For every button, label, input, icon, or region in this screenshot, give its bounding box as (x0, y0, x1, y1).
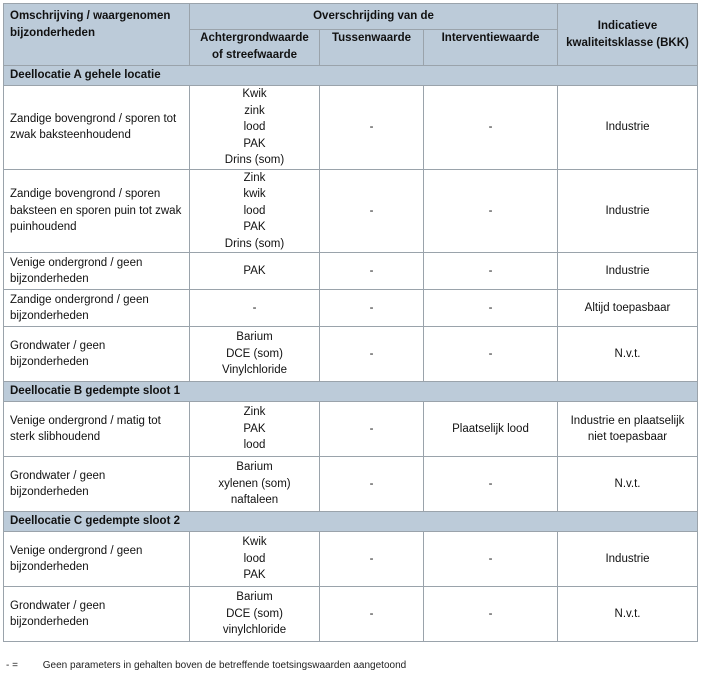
cell-tussenwaarde: - (320, 253, 424, 290)
parameter-item: Drins (som) (224, 154, 285, 166)
cell-interventiewaarde: - (424, 587, 558, 642)
header-description: Omschrijving / waargenomen bijzonderheden (4, 4, 190, 66)
cell-description: Grondwater / geen bijzonderheden (4, 327, 190, 382)
header-bkk: Indicatieve kwaliteitsklasse (BKK) (558, 4, 698, 66)
parameter-item: PAK (243, 422, 266, 435)
table-row (4, 327, 698, 382)
cell-bkk: Industrie en plaatselijk niet toepasbaar (558, 402, 698, 457)
table-header (4, 4, 698, 66)
cell-interventiewaarde: - (424, 532, 558, 587)
cell-achtergrondwaarde (190, 532, 320, 587)
cell-interventiewaarde: - (424, 327, 558, 382)
section-title: Deellocatie A gehele locatie (4, 66, 698, 86)
cell-tussenwaarde: - (320, 402, 424, 457)
parameter-item: Barium (236, 461, 273, 474)
footnote (6, 660, 406, 671)
cell-description: Grondwater / geen bijzonderheden (4, 587, 190, 642)
cell-description: Venige ondergrond / geen bijzonderheden (4, 253, 190, 290)
parameter-item: Kwik (242, 536, 267, 549)
parameter-item: Vinylchloride (222, 364, 287, 377)
table-body (4, 66, 698, 642)
parameter-item: Drins (som) (224, 237, 285, 250)
cell-tussenwaarde: - (320, 532, 424, 587)
footnote-symbol: - = (6, 660, 18, 671)
cell-achtergrondwaarde (190, 169, 320, 253)
table-row (4, 253, 698, 290)
cell-tussenwaarde: - (320, 457, 424, 512)
section-title: Deellocatie B gedempte sloot 1 (4, 382, 698, 402)
cell-bkk: Industrie (558, 169, 698, 253)
parameter-item: naftaleen (230, 494, 279, 507)
table-row (4, 587, 698, 642)
section-row (4, 382, 698, 402)
cell-achtergrondwaarde (190, 402, 320, 457)
parameter-item: zink (244, 104, 265, 117)
section-title: Deellocatie C gedempte sloot 2 (4, 512, 698, 532)
cell-tussenwaarde: - (320, 327, 424, 382)
parameter-item: DCE (som) (226, 347, 283, 360)
cell-bkk: N.v.t. (558, 587, 698, 642)
header-tussenwaarde: Tussenwaarde (320, 30, 424, 66)
parameter-item: kwik (243, 188, 266, 200)
table-row (4, 86, 698, 170)
cell-achtergrondwaarde (190, 457, 320, 512)
table-row (4, 290, 698, 327)
section-row (4, 66, 698, 86)
parameter-item: PAK (243, 569, 266, 582)
cell-achtergrondwaarde (190, 290, 320, 327)
table-row (4, 169, 698, 253)
parameter-item: lood (243, 439, 266, 452)
section-row (4, 512, 698, 532)
cell-description: Zandige ondergrond / geen bijzonderheden (4, 290, 190, 327)
header-exceedance-group: Overschrijding van de (190, 4, 558, 30)
cell-description: Grondwater / geen bijzonderheden (4, 457, 190, 512)
cell-description: Zandige bovengrond / sporen tot zwak baksteenhoudend (4, 86, 190, 170)
cell-interventiewaarde: - (424, 169, 558, 253)
cell-tussenwaarde: - (320, 587, 424, 642)
parameter-item: PAK (243, 221, 266, 233)
cell-interventiewaarde: - (424, 290, 558, 327)
cell-achtergrondwaarde (190, 587, 320, 642)
header-achtergrondwaarde: Achtergrondwaarde of streefwaarde (190, 30, 320, 66)
parameter-item: Zink (243, 171, 266, 184)
parameter-item: PAK (243, 264, 266, 277)
cell-description: Venige ondergrond / geen bijzonderheden (4, 532, 190, 587)
cell-achtergrondwaarde (190, 86, 320, 170)
parameter-item: Barium (236, 331, 273, 344)
results-table (3, 3, 698, 642)
cell-bkk: Industrie (558, 86, 698, 170)
table-row (4, 532, 698, 587)
header-interventiewaarde: Interventiewaarde (424, 30, 558, 66)
cell-interventiewaarde: - (424, 253, 558, 290)
parameter-item: lood (243, 552, 266, 565)
parameter-item: Kwik (242, 88, 267, 100)
cell-interventiewaarde: Plaatselijk lood (424, 402, 558, 457)
parameter-item: DCE (som) (226, 607, 283, 620)
cell-description: Zandige bovengrond / sporen baksteen en sporen puin tot zwak puinhoudend (4, 169, 190, 253)
parameter-item: vinylchloride (222, 624, 287, 637)
parameter-item: PAK (243, 137, 266, 150)
cell-bkk: N.v.t. (558, 457, 698, 512)
parameter-item: - (252, 301, 257, 314)
cell-tussenwaarde: - (320, 169, 424, 253)
cell-tussenwaarde: - (320, 86, 424, 170)
parameter-item: lood (243, 204, 266, 217)
table-row (4, 457, 698, 512)
footnote-text: Geen parameters in gehalten boven de betreffende toetsingswaarden aangetoond (42, 660, 407, 671)
parameter-item: Barium (236, 591, 273, 604)
cell-bkk: Altijd toepasbaar (558, 290, 698, 327)
cell-bkk: Industrie (558, 253, 698, 290)
cell-interventiewaarde: - (424, 457, 558, 512)
parameter-item: Zink (243, 406, 266, 419)
cell-tussenwaarde: - (320, 290, 424, 327)
parameter-item: lood (243, 121, 266, 133)
cell-description: Venige ondergrond / matig tot sterk slibhoudend (4, 402, 190, 457)
cell-bkk: N.v.t. (558, 327, 698, 382)
parameter-item: xylenen (som) (218, 477, 291, 490)
cell-interventiewaarde: - (424, 86, 558, 170)
cell-achtergrondwaarde (190, 327, 320, 382)
cell-bkk: Industrie (558, 532, 698, 587)
cell-achtergrondwaarde (190, 253, 320, 290)
table-row (4, 402, 698, 457)
